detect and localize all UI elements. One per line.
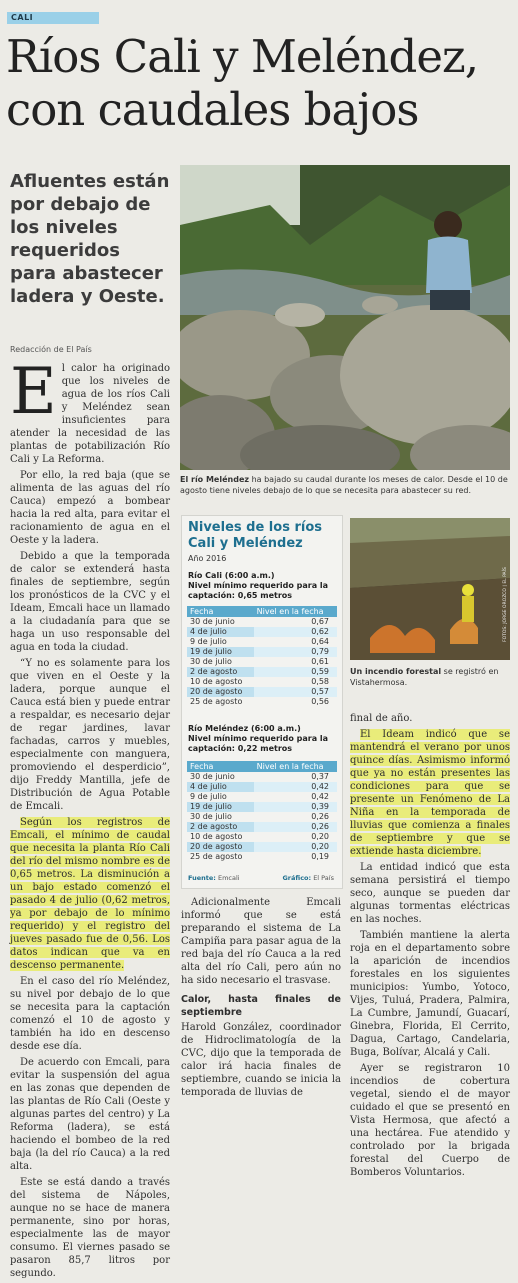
paragraph-r3: También mantiene la alerta roja en el departamento sobre la aparición de incendios forestales en los siguientes municipios: Yumbo, Yotoco, Vijes, Tuluá, Pradera, Palmira, La Cumbre, Jamundí, Guacarí, Ginebra, Florida, El Cerrito, Dagua, Cartago, Candelaria, Buga, Bolívar, Alcalá y Cali. — [350, 930, 510, 1058]
table-rio-melendez — [187, 761, 337, 862]
table-rio-cali — [187, 606, 337, 707]
article-column-left — [10, 355, 170, 1283]
table-row: 25 de agosto 0,56 — [190, 697, 329, 706]
photo-caption — [180, 474, 510, 496]
table-row: 30 de julio 0,26 — [190, 812, 329, 821]
highlight: Según los registros de Emcali, el mínimo de caudal que necesita la planta Río Cali del río del mismo nombre es de 0,65 metros. La disminución a un bajo estado comenzó el pasado 4 de julio (0,62 metros, ya por debajo de lo mínimo requerido) y el registro del jueves pasado fue de 0,56. Los datos indican que va en descenso permanente. — [10, 817, 170, 971]
table-row: 25 de agosto 0,19 — [190, 852, 329, 861]
paragraph-r0: final de año. — [350, 713, 413, 724]
photo-credit: FOTOS: JORGE OROZCO | EL PAÍS — [503, 567, 508, 642]
station-rio-cali: Río Cali (6:00 a.m.) Nivel mínimo requerido para la captación: 0,65 metros — [188, 571, 329, 600]
article-column-right — [350, 712, 510, 1182]
table-row: 9 de julio 0,64 — [190, 637, 329, 646]
table-row: 30 de junio 0,37 — [190, 772, 329, 781]
paragraph-r1 — [350, 728, 510, 858]
subheading: Calor, hasta finales de septiembre — [181, 994, 341, 1018]
fire-caption-bold: Un incendio forestal — [350, 667, 442, 676]
photo-caption-text: ha bajado su caudal durante los meses de calor. Desde el 10 de agosto tiene niveles debajo de lo que se necesita para abastecer su red. — [180, 475, 508, 495]
column-header-date: Fecha — [187, 761, 254, 772]
paragraph-5 — [10, 816, 170, 972]
paragraph-6: En el caso del río Meléndez, su nivel por debajo de lo que se necesita para la captación comenzó el 10 de agosto y también ha ido en descenso desde ese día. — [10, 976, 170, 1052]
byline: Redacción de El País — [10, 345, 92, 354]
table-row: 4 de julio 0,62 — [187, 627, 337, 637]
column-header-level: Nivel en la fecha — [254, 761, 337, 772]
table-row: 30 de junio 0,67 — [190, 617, 329, 626]
table-row: 30 de julio 0,61 — [190, 657, 329, 666]
paragraph-m1: Adicionalmente Emcali informó que se está preparando el sistema de La Campiña para pasar agua de la red baja del río Cauca a la red alta del río Cali, pero aún no ha sido necesario el trasvase. — [181, 897, 341, 986]
paragraph-8: Este se está dando a través del sistema de Nápoles, aunque no se hace de manera permanente, sino por horas, especialmente las de mayor consumo. El viernes pasado se pasaron 85,7 litros por segundo. — [10, 1177, 170, 1279]
deck: Afluentes están por debajo de los niveles requeridos para abastecer ladera y Oeste. — [10, 171, 170, 307]
section-tag: CALI — [7, 12, 99, 24]
table-row: 20 de agosto 0,57 — [187, 687, 337, 697]
paragraph-m2: Harold González, coordinador de Hidroclimatología de la CVC, dijo que la temporada de calor irá hacia finales de septiembre, cuando se inicia la temporada de lluvias de — [181, 1022, 341, 1098]
paragraph-1: El calor ha originado que los niveles de agua de los ríos Cali y Meléndez sean insuficientes para atender la necesidad de las plantas de potabilización Río Cali y La Reforma. — [10, 355, 170, 465]
infobox-title: Niveles de los ríos Cali y Meléndez — [188, 520, 322, 551]
paragraph-2: Por ello, la red baja (que se alimenta de las aguas del río Cauca) empezó a bombear hacia la red alta, para evitar el racionamiento de agua en el Oeste y la ladera. — [10, 470, 170, 546]
table-row: 9 de julio 0,42 — [190, 792, 329, 801]
infobox-footer: Fuente: Emcali Gráfico: El País — [188, 874, 334, 882]
article-column-middle — [181, 896, 341, 1102]
river-photo — [180, 165, 510, 470]
paragraph-4: “Y no es solamente para los que viven en el Oeste y la ladera, porque aunque el Cauca está bien y puede entrar a respaldar, es necesario dejar de regar jardines, lavar fachadas, carros y muebles, especialmente con manguera, promoviendo el desperdicio”, dijo Freddy Mantilla, jefe de Distribución de Agua Potable de Emcali. — [10, 658, 170, 812]
table-row: 19 de julio 0,39 — [187, 802, 337, 812]
table-row: 19 de julio 0,79 — [187, 647, 337, 657]
drop-cap: E — [10, 355, 57, 429]
photo-caption-bold: El río Meléndez — [180, 475, 250, 484]
fire-photo — [350, 518, 510, 660]
infobox-year: Año 2016 — [188, 554, 227, 563]
fire-caption-text: se registró en Vistahermosa. — [350, 667, 499, 687]
table-row: 10 de agosto 0,58 — [190, 677, 329, 686]
levels-infobox — [181, 515, 343, 889]
table-row: 2 de agosto 0,26 — [187, 822, 337, 832]
table-row: 2 de agosto 0,59 — [187, 667, 337, 677]
table-row: 20 de agosto 0,20 — [187, 842, 337, 852]
fire-caption — [350, 666, 510, 688]
paragraph-3: Debido a que la temporada de calor se extenderá hasta finales de septiembre, según los pronósticos de la CVC y el Ideam, Emcali hace un llamado a la ciudadanía para que se haga un uso responsable del agua en toda la ciudad. — [10, 551, 170, 653]
table-row: 4 de julio 0,42 — [187, 782, 337, 792]
highlight: El Ideam indicó que se mantendrá el verano por unos quince días. Asimismo informó que ya no están presentes las condiciones para que se presente un Fenómeno de La Niña en la temporada de lluvias que comienza a finales de septiembre y que se extiende hasta diciembre. — [350, 729, 510, 857]
column-header-level: Nivel en la fecha — [254, 606, 337, 617]
column-header-date: Fecha — [187, 606, 254, 617]
paragraph-r2: La entidad indicó que esta semana persistirá el tiempo seco, aunque se pueden dar algunas tormentas eléctricas en las noches. — [350, 862, 510, 925]
headline: Ríos Cali y Meléndez, con caudales bajos — [6, 30, 479, 136]
station-rio-melendez: Río Meléndez (6:00 a.m.) Nivel mínimo requerido para la captación: 0,22 metros — [188, 724, 329, 753]
paragraph-7: De acuerdo con Emcali, para evitar la suspensión del agua en las zonas que dependen de las plantas de Río Cali (Oeste y algunas partes del centro) y La Reforma (ladera), se está haciendo el bombeo de la red baja (la del río Cauca) a la red alta. — [10, 1057, 170, 1172]
paragraph-r4: Ayer se registraron 10 incendios de cobertura vegetal, siendo el de mayor cuidado el que se presentó en Vista Hermosa, que afectó a una hectárea. Fue atendido y controlado por la brigada forestal del Cuerpo de Bomberos Voluntarios. — [350, 1063, 510, 1178]
table-row: 10 de agosto 0,20 — [190, 832, 329, 841]
